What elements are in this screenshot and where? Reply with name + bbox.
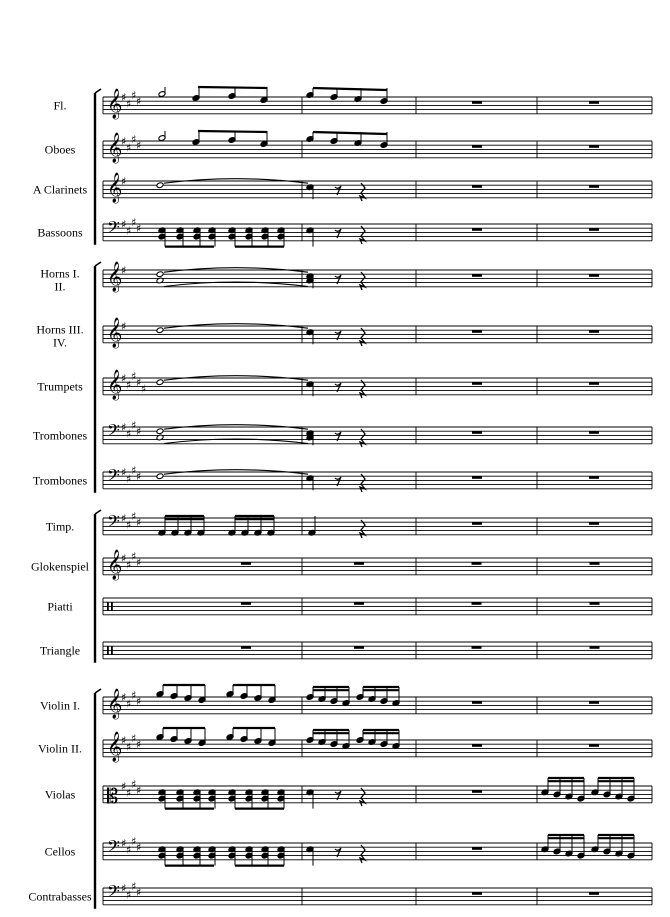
whole-rest	[472, 382, 482, 385]
instrument-name: Horns I. II.	[40, 266, 80, 294]
whole-rest	[472, 431, 482, 434]
note-beam	[198, 87, 267, 88]
percussion-clef-icon	[107, 646, 109, 654]
sharp-icon: ♯	[121, 320, 127, 333]
instrument-name: Fl.	[53, 98, 67, 113]
note-head	[156, 473, 164, 480]
sharp-icon: ♯	[126, 843, 132, 857]
bass-clef-icon: 𝄢	[107, 217, 120, 242]
instrument-name: Violin II.	[38, 741, 82, 756]
staff-violas	[45, 778, 652, 809]
percussion-clef-icon	[107, 602, 109, 610]
staff-violin-i-	[40, 685, 652, 720]
instrument-name: Horns III. IV.	[36, 322, 84, 350]
sharp-icon: ♯	[136, 470, 142, 484]
sharp-icon: ♯	[126, 786, 132, 800]
sharp-icon: ♯	[126, 518, 132, 532]
sharp-icon: ♯	[136, 556, 142, 570]
whole-rest	[589, 274, 599, 277]
bracket-hook	[95, 262, 101, 266]
whole-rest	[472, 185, 482, 188]
instrument-name: Trombones	[32, 428, 88, 443]
staff-trumpets	[37, 369, 652, 401]
whole-rest	[472, 145, 482, 148]
instrument-name: Bassoons	[37, 225, 83, 240]
staff-bassoons	[37, 216, 652, 247]
bass-clef-icon: 𝄢	[107, 511, 120, 536]
staff-glokenspiel	[31, 549, 652, 581]
whole-rest	[472, 744, 482, 747]
sharp-icon: ♯	[131, 834, 137, 848]
sharp-icon: ♯	[131, 88, 137, 102]
quarter-rest	[360, 328, 365, 346]
bracket-hook	[95, 510, 101, 514]
instrument-name: Timp.	[45, 519, 75, 534]
note-head	[156, 428, 164, 435]
whole-rest	[589, 892, 599, 895]
sharp-icon: ♯	[126, 224, 132, 238]
sharp-icon: ♯	[126, 427, 132, 441]
sharp-icon: ♯	[126, 558, 132, 572]
quarter-rest	[360, 520, 365, 538]
bass-clef-icon: 𝄢	[107, 881, 120, 906]
bracket-hook	[95, 689, 101, 693]
note-head	[156, 379, 164, 386]
sharp-icon: ♯	[121, 421, 127, 434]
note-beam	[313, 88, 387, 90]
sharp-icon: ♯	[121, 552, 127, 565]
treble-clef-icon: 𝄞	[107, 262, 123, 293]
whole-rest	[590, 562, 600, 565]
sharp-icon: ♯	[121, 837, 127, 850]
whole-rest	[589, 522, 599, 525]
sharp-icon: ♯	[126, 97, 132, 111]
instrument-name: Cellos	[44, 844, 76, 859]
whole-rest	[472, 522, 482, 525]
whole-rest	[589, 145, 599, 148]
whole-rest	[354, 646, 364, 649]
note-beam	[198, 131, 267, 132]
whole-rest	[472, 274, 482, 277]
sharp-icon: ♯	[136, 425, 142, 439]
sharp-icon: ♯	[136, 516, 142, 530]
staff-triangle	[40, 642, 652, 659]
staff-violin-ii-	[38, 728, 652, 763]
whole-rest	[354, 562, 364, 565]
instrument-name: Violin I.	[40, 698, 80, 713]
sharp-icon: ♯	[131, 879, 137, 893]
quarter-rest	[360, 272, 365, 290]
sharp-icon: ♯	[136, 695, 142, 709]
whole-rest	[472, 646, 482, 649]
treble-clef-icon: 𝄞	[107, 318, 123, 349]
sharp-icon: ♯	[121, 372, 127, 385]
sharp-icon: ♯	[126, 697, 132, 711]
note-head	[156, 182, 164, 189]
whole-rest	[589, 330, 599, 333]
whole-rest	[472, 476, 482, 479]
whole-rest	[589, 701, 599, 704]
treble-clef-icon: 𝄞	[107, 133, 123, 164]
whole-rest	[590, 646, 600, 649]
staff-a-clarinets	[33, 172, 652, 204]
staff-contrabasses	[28, 880, 652, 905]
whole-rest	[590, 602, 600, 605]
sharp-icon: ♯	[121, 91, 127, 104]
sharp-icon: ♯	[121, 780, 127, 793]
treble-clef-icon: 𝄞	[107, 89, 123, 120]
sharp-icon: ♯	[131, 731, 137, 745]
sharp-icon: ♯	[126, 472, 132, 486]
bass-clef-icon: 𝄢	[107, 836, 120, 861]
sharp-icon: ♯	[121, 466, 127, 479]
sharp-icon: ♯	[121, 135, 127, 148]
quarter-rest	[360, 788, 365, 806]
instrument-name: Violas	[44, 787, 76, 802]
instrument-name: Triangle	[39, 643, 81, 658]
quarter-rest	[360, 226, 365, 244]
bracket-hook	[95, 89, 101, 93]
treble-clef-icon: 𝄞	[107, 173, 123, 204]
quarter-rest	[360, 474, 365, 492]
quarter-rest	[360, 845, 365, 863]
sharp-icon: ♯	[136, 886, 142, 900]
alto-clef-icon: 𝄡	[107, 783, 119, 808]
note-head	[156, 327, 164, 334]
percussion-clef-icon	[111, 602, 113, 610]
staff-cellos	[45, 835, 652, 866]
treble-clef-icon: 𝄞	[107, 370, 123, 401]
sharp-icon: ♯	[121, 512, 127, 525]
sharp-icon: ♯	[131, 418, 137, 432]
whole-rest	[241, 602, 251, 605]
whole-rest	[472, 701, 482, 704]
quarter-rest	[360, 183, 365, 201]
instrument-name: A Clarinets	[32, 182, 88, 197]
sharp-icon: ♯	[121, 691, 127, 704]
whole-rest	[354, 602, 364, 605]
bass-clef-icon: 𝄢	[107, 465, 120, 490]
sharp-icon: ♯	[126, 378, 132, 392]
whole-rest	[472, 602, 482, 605]
instrument-name: Trombones	[32, 473, 88, 488]
whole-rest	[472, 847, 482, 850]
sharp-icon: ♯	[131, 369, 137, 383]
sharp-icon: ♯	[121, 175, 127, 188]
instrument-name: Piatti	[47, 599, 73, 614]
staff-horns-i-ii-	[40, 261, 652, 293]
instrument-name: Contrabasses	[28, 889, 92, 904]
sharp-icon: ♯	[136, 376, 142, 390]
sharp-icon: ♯	[131, 463, 137, 477]
whole-rest	[241, 562, 251, 565]
bass-clef-icon: 𝄢	[107, 420, 120, 445]
sharp-icon: ♯	[136, 738, 142, 752]
sharp-icon: ♯	[121, 734, 127, 747]
whole-rest	[472, 790, 482, 793]
whole-rest	[472, 892, 482, 895]
sharp-icon: ♯	[136, 95, 142, 109]
whole-rest	[589, 476, 599, 479]
sharp-icon: ♯	[126, 141, 132, 155]
sharp-icon: ♯	[121, 882, 127, 895]
sharp-icon: ♯	[136, 841, 142, 855]
sharp-icon: ♯	[131, 549, 137, 563]
sharp-icon: ♯	[131, 688, 137, 702]
sharp-icon: ♯	[121, 218, 127, 231]
instrument-name: Glokenspiel	[31, 559, 89, 574]
whole-rest	[472, 562, 482, 565]
note-head	[156, 271, 164, 278]
sharp-icon: ♯	[136, 222, 142, 236]
staff-trombones	[33, 419, 652, 447]
staff-trombones	[33, 464, 652, 492]
staff-timp-	[46, 510, 652, 538]
staff-oboes	[45, 131, 652, 164]
note-beam	[313, 132, 387, 134]
whole-rest	[472, 330, 482, 333]
sharp-icon: ♯	[131, 509, 137, 523]
sharp-icon: ♯	[141, 382, 147, 396]
treble-clef-icon: 𝄞	[107, 689, 123, 720]
treble-clef-icon: 𝄞	[107, 550, 123, 581]
staff-piatti	[47, 598, 652, 615]
sharp-icon: ♯	[131, 777, 137, 791]
whole-rest	[589, 228, 599, 231]
treble-clef-icon: 𝄞	[107, 732, 123, 763]
staff-fl-	[53, 87, 652, 120]
instrument-name: Oboes	[44, 142, 76, 157]
sharp-icon: ♯	[131, 215, 137, 229]
percussion-clef-icon	[111, 646, 113, 654]
whole-rest	[589, 185, 599, 188]
sharp-icon: ♯	[126, 740, 132, 754]
quarter-rest	[360, 380, 365, 398]
sharp-icon: ♯	[136, 784, 142, 798]
staff-horns-iii-iv-	[36, 317, 652, 349]
sharp-icon: ♯	[126, 888, 132, 902]
quarter-rest	[360, 429, 365, 447]
whole-rest	[472, 101, 482, 104]
instrument-name: Trumpets	[37, 379, 83, 394]
whole-rest	[472, 228, 482, 231]
whole-rest	[589, 744, 599, 747]
whole-rest	[589, 101, 599, 104]
whole-rest	[589, 382, 599, 385]
sharp-icon: ♯	[121, 264, 127, 277]
sharp-icon: ♯	[136, 139, 142, 153]
whole-rest	[241, 646, 251, 649]
whole-rest	[589, 431, 599, 434]
sharp-icon: ♯	[131, 132, 137, 146]
